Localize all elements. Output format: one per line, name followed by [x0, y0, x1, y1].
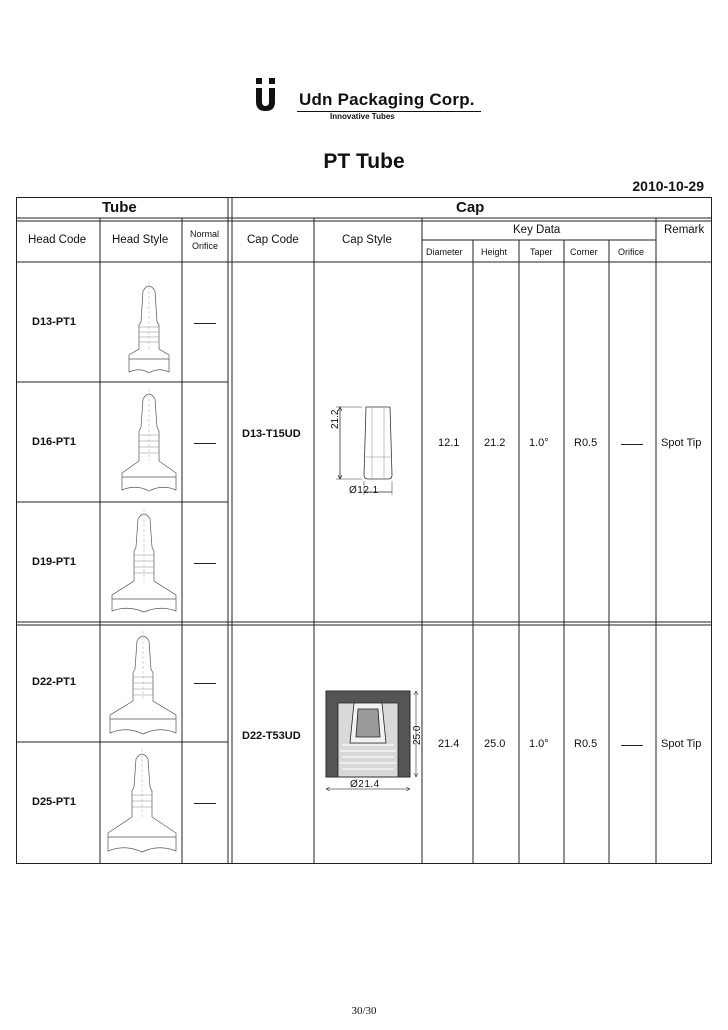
cap-orifice-t53ud	[621, 745, 643, 746]
cap-code-d22-t53ud: D22-T53UD	[242, 730, 301, 742]
cap-corner-t53ud: R0.5	[574, 738, 598, 750]
cap-dim-diameter-t15ud: Ø12.1	[349, 485, 379, 496]
tube-code-d19: D19-PT1	[32, 556, 77, 568]
tube-group-header: Tube	[102, 199, 137, 216]
cap-diameter-t53ud: 21.4	[438, 738, 460, 750]
tube-code-d13: D13-PT1	[32, 316, 77, 328]
tube-orifice-d13	[194, 323, 216, 324]
cap-orifice-t15ud	[621, 444, 643, 445]
tube-orifice-d16	[194, 443, 216, 444]
cap-remark-t53ud: Spot Tip	[661, 738, 702, 750]
tube-head-drawing-d13	[124, 277, 174, 379]
tube-orifice-d19	[194, 563, 216, 564]
cap-height-t15ud: 21.2	[484, 437, 506, 449]
diameter-header: Diameter	[426, 247, 463, 257]
head-code-header: Head Code	[28, 234, 87, 246]
head-style-header: Head Style	[112, 234, 169, 246]
spec-table	[16, 197, 712, 864]
orifice-header-line2: Orifice	[192, 241, 219, 251]
tube-head-drawing-d19	[106, 507, 182, 619]
key-data-header: Key Data	[513, 224, 561, 236]
page-title: PT Tube	[323, 150, 405, 173]
tube-head-drawing-d16	[116, 387, 182, 497]
tube-head-drawing-d25	[102, 747, 182, 859]
cap-height-t53ud: 25.0	[484, 738, 506, 750]
height-header: Height	[481, 247, 508, 257]
tube-orifice-d22	[194, 683, 216, 684]
company-name: Udn Packaging Corp.	[299, 90, 475, 109]
tube-code-d25: D25-PT1	[32, 796, 77, 808]
document-date: 2010-10-29	[632, 178, 704, 194]
orifice-header-line1: Normal	[190, 229, 220, 239]
page-number: 30/30	[351, 1005, 377, 1017]
company-logo	[252, 78, 284, 112]
remark-header: Remark	[664, 224, 705, 236]
cap-remark-t15ud: Spot Tip	[661, 437, 702, 449]
orifice-header: Orifice	[618, 247, 645, 257]
tube-code-d16: D16-PT1	[32, 436, 77, 448]
cap-dim-height-t53ud: 25.0	[412, 725, 423, 745]
cap-taper-t15ud: 1.0°	[529, 437, 549, 449]
cap-code-d13-t15ud: D13-T15UD	[242, 428, 301, 440]
cap-taper-t53ud: 1.0°	[529, 738, 549, 750]
tube-code-d22: D22-PT1	[32, 676, 77, 688]
tube-head-drawing-d22	[104, 629, 182, 741]
corner-header: Corner	[570, 247, 598, 257]
cap-dim-height-t15ud: 21.2	[330, 409, 341, 429]
company-tagline: Innovative Tubes	[330, 112, 395, 121]
cap-dim-diameter-t53ud: Ø21.4	[350, 779, 380, 790]
cap-code-header: Cap Code	[247, 234, 299, 246]
cap-diameter-t15ud: 12.1	[438, 437, 460, 449]
tube-orifice-d25	[194, 803, 216, 804]
cap-corner-t15ud: R0.5	[574, 437, 598, 449]
cap-style-header: Cap Style	[342, 234, 392, 246]
cap-group-header: Cap	[456, 199, 485, 216]
taper-header: Taper	[530, 247, 553, 257]
